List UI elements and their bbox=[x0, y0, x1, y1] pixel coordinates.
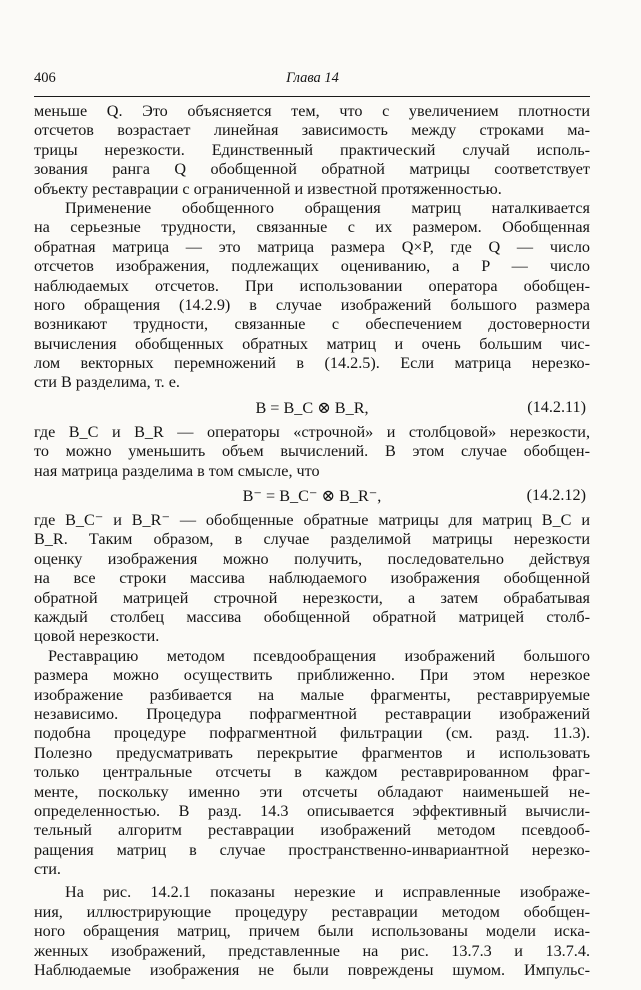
text-line: меньше Q. Это объясняется тем, что с увеличением плотности bbox=[34, 102, 590, 120]
text-line: наблюдаемых отсчетов. При использовании оператора обобщен- bbox=[34, 276, 590, 295]
text-line: вычисления обобщенных обратных матриц и очень большим чис- bbox=[34, 334, 590, 353]
text-line: каждый столбец массива обобщенной обратной матрицей столб- bbox=[34, 607, 590, 626]
text-line: зования ранга Q обобщенной обратной матрицы соответствует bbox=[34, 160, 590, 179]
text-line: объекту реставрации с ограниченной и известной протяженностью. bbox=[34, 179, 502, 198]
header-rule bbox=[34, 96, 590, 97]
text-line: на серьезные трудности, связанные с их размером. Обобщенная bbox=[34, 218, 590, 237]
paragraph-1 bbox=[34, 102, 590, 199]
paragraph-5 bbox=[34, 647, 590, 880]
paragraph-4 bbox=[34, 511, 590, 647]
paragraph-6 bbox=[34, 883, 590, 980]
text-line: ного обращения матриц, причем были использованы модели иска- bbox=[34, 922, 590, 941]
text-line: отсчетов возрастает линейная зависимость между строками ма- bbox=[34, 121, 590, 140]
text-line: изображение разбивается на малые фрагменты, реставрируемые bbox=[34, 685, 590, 704]
text-line: независимо. Процедура пофрагментной реставрации изображений bbox=[34, 704, 590, 723]
text-line: сти. bbox=[34, 860, 61, 879]
text-line: возникают трудности, связанные с обеспечением достоверности bbox=[34, 315, 590, 334]
text-line: подобна процедуре пофрагментной фильтрации (см. разд. 11.3). bbox=[34, 724, 590, 743]
text-line: женных изображений, представленные на рис. 13.7.3 и 13.7.4. bbox=[34, 941, 590, 960]
paragraph-3 bbox=[34, 423, 590, 481]
text-line: ная матрица разделима в том смысле, что bbox=[34, 461, 320, 480]
text-line: размера можно осуществить приближенно. При этом нерезкое bbox=[34, 666, 590, 685]
text-line: оценку изображения можно получить, последовательно действуя bbox=[34, 549, 590, 568]
text-line: обратной матрицей строчной нерезкости, а затем обрабатывая bbox=[34, 588, 590, 607]
chapter-title: Глава 14 bbox=[286, 70, 339, 86]
page-body bbox=[34, 102, 590, 980]
text-line: где B_C⁻ и B_R⁻ — обобщенные обратные матрицы для матриц B_C и bbox=[34, 511, 590, 530]
text-line: отсчетов изображения, подлежащих оцениванию, а P — число bbox=[34, 257, 590, 276]
text-line: Реставрацию методом псевдообращения изображений большого bbox=[48, 646, 590, 665]
text-line: на все строки массива наблюдаемого изображения обобщенной bbox=[34, 569, 590, 588]
text-line: Наблюдаемые изображения не были повреждены шумом. Импульс- bbox=[34, 961, 590, 980]
text-line: тельный алгоритм реставрации изображений методом псевдооб- bbox=[34, 821, 590, 840]
equation-formula: B⁻ = B_C⁻ ⊗ B_R⁻, bbox=[242, 487, 382, 506]
text-line: B_R. Таким образом, в случае разделимой матрицы нерезкости bbox=[34, 530, 590, 549]
text-line: где B_C и B_R — операторы «строчной» и столбцовой» нерезкости, bbox=[34, 422, 590, 441]
text-line: лом векторных перемножений в (14.2.5). Если матрица нерезко- bbox=[34, 354, 590, 373]
text-line: то можно уменьшить объем вычислений. В этом случае обобщен- bbox=[34, 442, 590, 461]
equation-14-2-12 bbox=[34, 481, 590, 511]
text-line: Применение обобщенного обращения матриц наталкивается bbox=[65, 198, 590, 217]
equation-number: (14.2.12) bbox=[526, 486, 586, 505]
equation-number: (14.2.11) bbox=[527, 397, 586, 416]
text-line: Полезно предусматривать перекрытие фрагментов и использовать bbox=[34, 743, 590, 762]
text-line: трицы нерезкости. Единственный практический случай исполь- bbox=[34, 140, 590, 159]
page-number: 406 bbox=[34, 70, 56, 86]
text-line: менте, поскольку именно эти отсчеты обладают наименьшей не- bbox=[34, 782, 590, 801]
text-line: цовой нерезкости. bbox=[34, 627, 160, 646]
text-line: обратная матрица — это матрица размера Q×P, где Q — число bbox=[34, 237, 590, 256]
equation-formula: B = B_C ⊗ B_R, bbox=[255, 398, 369, 417]
text-line: ния, иллюстрирующие процедуру реставрации методом обобщен- bbox=[34, 902, 590, 921]
text-line: ного обращения (14.2.9) в случае изображений большого размера bbox=[34, 295, 590, 314]
text-line: На рис. 14.2.1 показаны нерезкие и исправленные изображе- bbox=[65, 883, 590, 902]
text-line: сти B разделима, т. е. bbox=[34, 373, 180, 392]
equation-14-2-11 bbox=[34, 393, 590, 423]
paragraph-2 bbox=[34, 199, 590, 393]
text-line: только центральные отсчеты в каждом реставрированном фраг- bbox=[34, 763, 590, 782]
text-line: ращения матриц в случае пространственно-инвариантной нерезко- bbox=[34, 840, 590, 859]
text-line: определенностью. В разд. 14.3 описывается эффективный вычисли- bbox=[34, 801, 590, 820]
